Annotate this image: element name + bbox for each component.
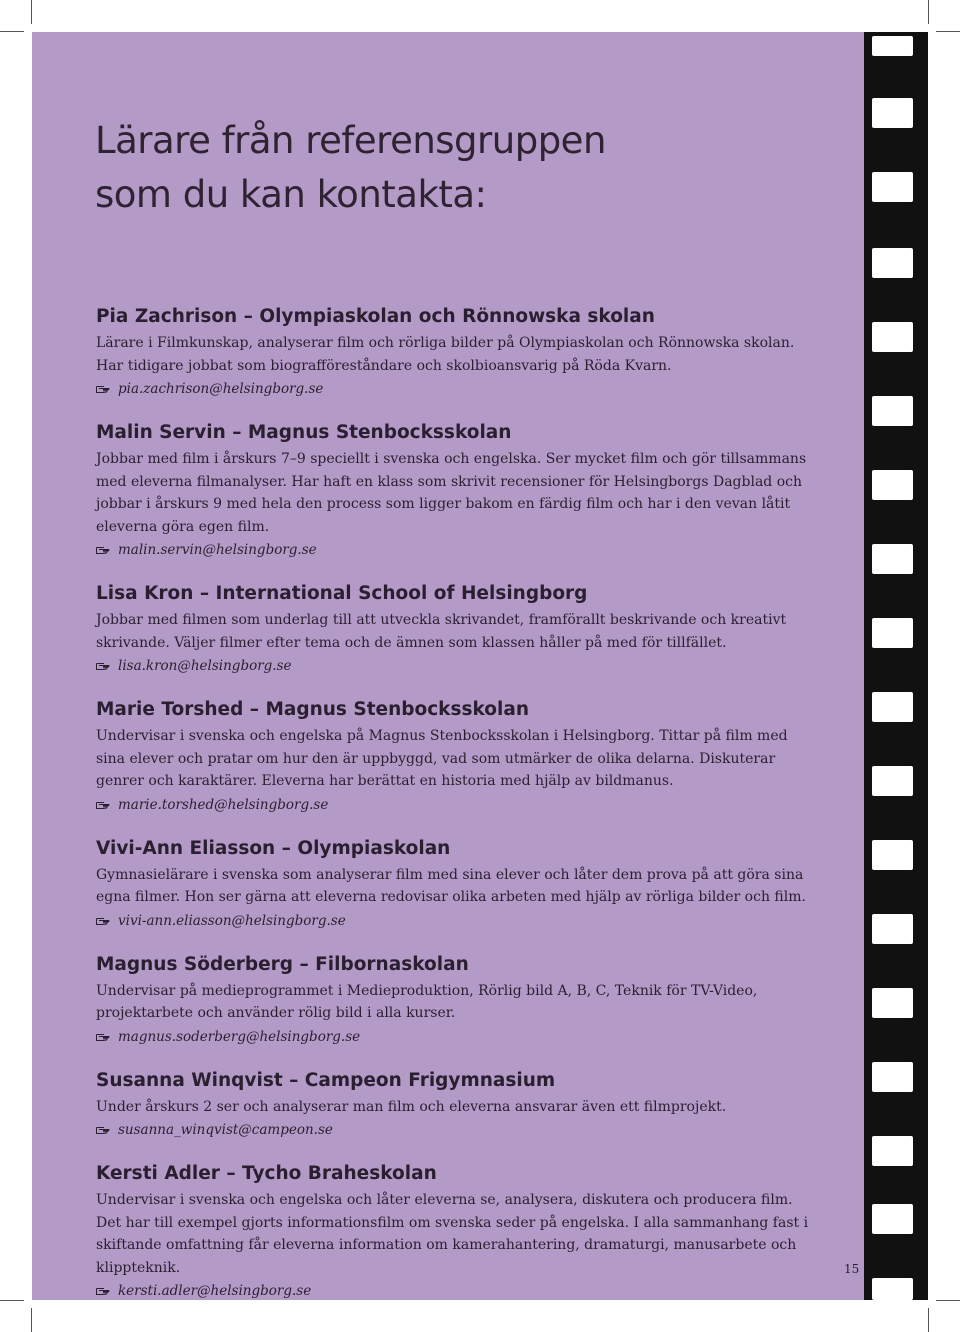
film-perforation — [872, 396, 913, 426]
film-perforation — [872, 322, 913, 352]
contact-email-row[interactable] — [96, 655, 820, 677]
contact-email[interactable]: marie.torshed@helsingborg.se — [118, 796, 329, 813]
pointing-hand-icon — [96, 1286, 110, 1296]
contact-email[interactable]: susanna_winqvist@campeon.se — [118, 1122, 333, 1138]
contact-heading: Pia Zachrison – Olympiaskolan och Rönnowska skolan — [96, 306, 655, 327]
contact-entry — [96, 1068, 820, 1142]
contact-description: Under årskurs 2 ser och analyserar man film och eleverna ansvarar även ett filmprojekt. — [96, 1098, 727, 1115]
contact-email-row[interactable] — [96, 378, 820, 400]
pointing-hand-icon — [96, 1125, 110, 1135]
page-title-line-1: Lärare från referensgruppen — [95, 119, 606, 162]
contact-heading: Malin Servin – Magnus Stenbocksskolan — [96, 422, 512, 443]
pointing-hand-icon — [96, 661, 110, 671]
film-perforation — [872, 914, 913, 944]
contact-email[interactable]: vivi-ann.eliasson@helsingborg.se — [118, 912, 346, 929]
crop-mark — [928, 1308, 929, 1332]
contact-email-row[interactable] — [96, 539, 820, 561]
contact-entry — [96, 836, 820, 932]
pointing-hand-icon — [96, 1032, 110, 1042]
crop-mark — [936, 31, 960, 32]
contact-email[interactable]: magnus.soderberg@helsingborg.se — [118, 1028, 361, 1045]
film-perforation — [872, 1062, 913, 1092]
contact-heading: Lisa Kron – International School of Helsingborg — [96, 583, 588, 604]
contact-description: Jobbar med film i årskurs 7–9 speciellt i svenska och engelska. Ser mycket film och gör tillsammans med eleverna filmanalyser. Har haft en klass som skrivit recensioner för Helsingborgs Dagblad och jobbar i årskurs 9 med hela den process som ligger bakom en färdig film och har i den vevan låtit eleverna göra egen film. — [96, 451, 807, 535]
contact-email[interactable]: lisa.kron@helsingborg.se — [118, 658, 292, 674]
contact-entry — [96, 1161, 820, 1302]
contact-description: Jobbar med filmen som underlag till att utveckla skrivandet, framförallt beskrivande och kreativt skrivande. Väljer filmer efter tema och de ämnen som klassen håller på med för tillfället. — [96, 612, 787, 651]
page-title-line-2: som du kan kontakta: — [95, 173, 487, 216]
crop-mark — [928, 0, 929, 24]
pointing-hand-icon — [96, 545, 110, 555]
contact-heading: Kersti Adler – Tycho Braheskolan — [96, 1163, 437, 1184]
contact-list — [96, 304, 820, 1322]
crop-mark — [936, 1300, 960, 1301]
crop-mark — [0, 1300, 24, 1301]
film-perforation — [872, 692, 913, 722]
film-perforation — [872, 544, 913, 574]
film-perforation — [872, 1278, 913, 1300]
film-perforation — [872, 470, 913, 500]
contact-heading: Susanna Winqvist – Campeon Frigymnasium — [96, 1069, 556, 1091]
film-perforation — [872, 988, 913, 1018]
contact-entry — [96, 581, 820, 677]
contact-email-row[interactable] — [96, 1280, 820, 1302]
pointing-hand-icon — [96, 384, 110, 394]
contact-email-row[interactable] — [96, 910, 820, 932]
contact-email[interactable]: kersti.adler@helsingborg.se — [118, 1283, 312, 1299]
contact-heading: Marie Torshed – Magnus Stenbocksskolan — [96, 699, 530, 720]
contact-email-row[interactable] — [96, 1026, 820, 1048]
crop-mark — [0, 31, 24, 32]
crop-mark — [31, 0, 32, 24]
crop-mark — [31, 1308, 32, 1332]
contact-description: Undervisar i svenska och engelska och låter eleverna se, analysera, diskutera och producera film. Det har till exempel gjorts informationsfilm om svenska seder på engelska. I alla sammanhang fast i skiftande omfattning får eleverna information om kamerahantering, dramaturgi, manusarbete och klippteknik. — [96, 1192, 809, 1276]
film-perforation — [872, 36, 913, 56]
film-perforation — [872, 618, 913, 648]
contact-description: Undervisar på medieprogrammet i Medieproduktion, Rörlig bild A, B, C, Teknik för TV-Video, projektarbete och använder rölig bild i alla kurser. — [96, 982, 758, 1021]
film-perforation — [872, 1136, 913, 1166]
page-title — [95, 114, 606, 222]
film-perforation — [872, 766, 913, 796]
contact-heading: Vivi-Ann Eliasson – Olympiaskolan — [96, 837, 451, 859]
pointing-hand-icon — [96, 916, 110, 926]
page-number: 15 — [844, 1262, 860, 1276]
film-perforation — [872, 1204, 913, 1234]
contact-email[interactable]: pia.zachrison@helsingborg.se — [118, 381, 324, 397]
contact-email-row[interactable] — [96, 794, 820, 816]
contact-heading: Magnus Söderberg – Filbornaskolan — [96, 953, 469, 975]
contact-email-row[interactable] — [96, 1119, 820, 1141]
pointing-hand-icon — [96, 800, 110, 810]
contact-entry — [96, 697, 820, 816]
contact-description: Lärare i Filmkunskap, analyserar film och rörliga bilder på Olympiaskolan och Rönnowska skolan. Har tidigare jobbat som biografföreståndare och skolbioansvarig på Röda Kvarn. — [96, 335, 795, 374]
film-perforation — [872, 172, 913, 202]
contact-description: Undervisar i svenska och engelska på Magnus Stenbocksskolan i Helsingborg. Tittar på film med sina elever och pratar om hur den är uppbyggd, vad som utmärker de olika delarna. Diskuterar genrer och karaktärer. Eleverna har berättat en historia med hjälp av bildmanus. — [96, 728, 788, 789]
contact-email[interactable]: malin.servin@helsingborg.se — [118, 542, 317, 558]
page-background — [32, 32, 864, 1300]
film-perforation — [872, 840, 913, 870]
film-perforation — [872, 98, 913, 128]
contact-entry — [96, 420, 820, 561]
film-perforation — [872, 248, 913, 278]
contact-entry — [96, 304, 820, 400]
contact-description: Gymnasielärare i svenska som analyserar film med sina elever och låter dem prova på att göra sina egna filmer. Hon ser gärna att eleverna redovisar olika arbeten med hjälp av rörliga bilder och film. — [96, 866, 806, 905]
contact-entry — [96, 952, 820, 1048]
film-strip-decoration — [864, 32, 928, 1300]
